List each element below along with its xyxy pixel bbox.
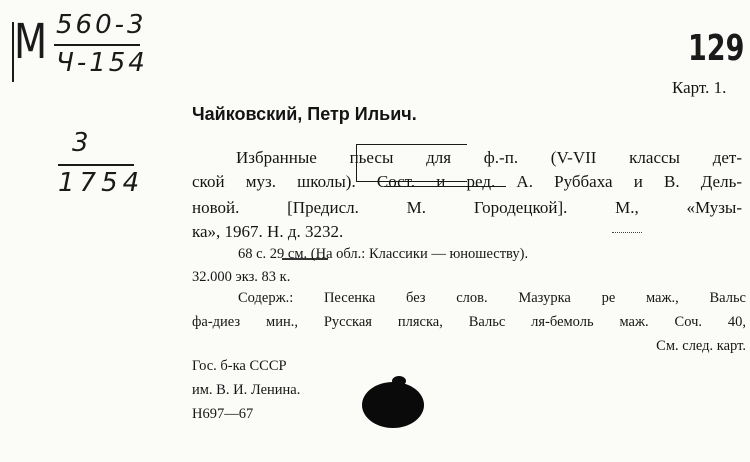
contents-block	[192, 290, 746, 360]
shelf-letter: М	[14, 14, 48, 70]
body-line-1: Избранные пьесы для ф.-п. (V-VII классы дет-	[236, 148, 742, 167]
body-line-2: ской муз. школы). Сост. и ред. А. Руббаха и В. Дель-	[192, 172, 742, 191]
fraction-rule	[58, 164, 134, 166]
contents-line-1: Содерж.: Песенка без слов. Мазурка ре маж., Вальс	[238, 290, 746, 306]
physical-line-1: 68 с. 29 см. (На обл.: Классики — юношеству).	[238, 246, 529, 262]
card-label: Карт. 1.	[672, 78, 727, 97]
imprint-line-2: им. В. И. Ленина.	[192, 382, 301, 398]
fraction-bottom: 1754	[58, 168, 145, 198]
physical-block	[192, 246, 742, 292]
dash-mark-2	[612, 232, 642, 233]
body-line-3: новой. [Предисл. М. Городецкой]. М., «Музы-	[192, 198, 742, 217]
title-box-mark	[356, 144, 467, 182]
body-line-4: ка», 1967. Н. д. 3232.	[192, 222, 344, 241]
author-heading: Чайковский, Петр Ильич.	[192, 104, 417, 124]
fraction-top: 3	[72, 128, 92, 158]
call-number-top: 560-3	[56, 10, 147, 40]
call-number-rule	[54, 44, 140, 46]
body-block	[192, 148, 742, 248]
imprint-block	[192, 358, 392, 428]
strike-mark	[384, 186, 506, 187]
corner-number: 129	[688, 28, 745, 69]
imprint-line-1: Гос. б-ка СССР	[192, 358, 287, 374]
ink-blot-speck	[392, 376, 406, 386]
ink-blot	[362, 382, 424, 428]
see-next-card: См. след. карт.	[656, 338, 746, 354]
physical-line-2: 32.000 экз. 83 к.	[192, 269, 291, 285]
contents-line-2: фа-диез мин., Русская пляска, Вальс ля-бемоль маж. Соч. 40,	[192, 314, 746, 330]
call-number-bottom: Ч-154	[56, 48, 148, 78]
imprint-line-3: Н697—67	[192, 406, 254, 422]
